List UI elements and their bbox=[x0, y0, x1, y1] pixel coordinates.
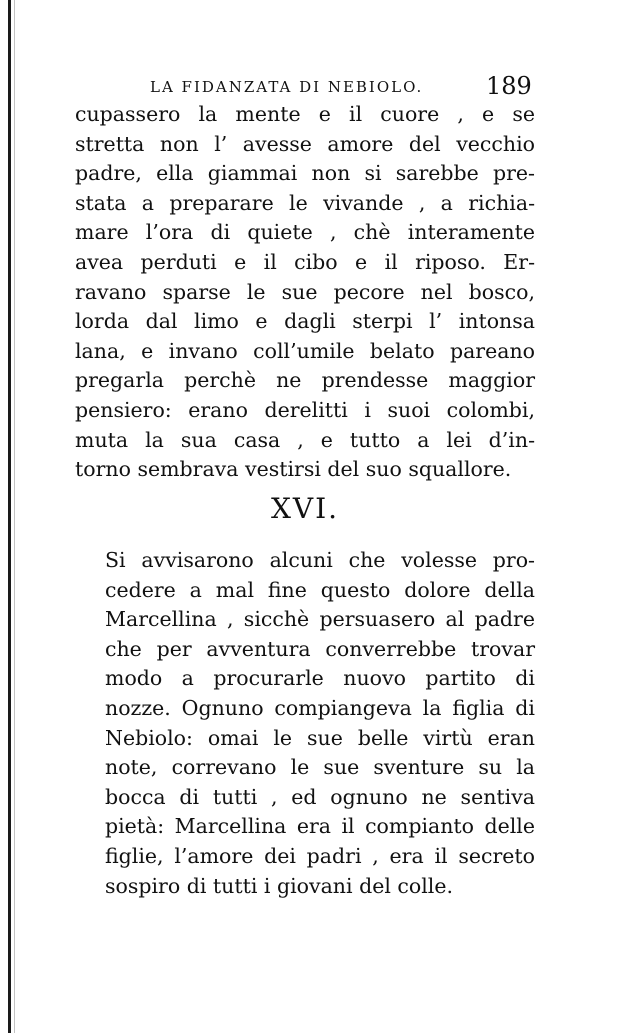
text-line: nozze. Ognuno compiangeva la figlia di bbox=[105, 695, 535, 720]
text-line: pensiero: erano derelitti i suoi colombi, bbox=[75, 397, 535, 422]
page-number: 189 bbox=[486, 72, 532, 100]
text-line: sospiro di tutti i giovani del colle. bbox=[105, 873, 453, 898]
text-line: figlie, l’amore dei padri , era il secreto bbox=[105, 843, 535, 868]
text-line: Nebiolo: omai le sue belle virtù eran bbox=[105, 725, 535, 750]
text-line: bocca di tutti , ed ognuno ne sentiva bbox=[105, 784, 535, 809]
text-line: lana, e invano coll’umile belato pareano bbox=[75, 338, 535, 363]
text-line: pietà: Marcellina era il compianto delle bbox=[105, 814, 535, 839]
text-line: cupassero la mente e il cuore , e se bbox=[75, 102, 535, 126]
text-line: note, correvano le sue sventure su la bbox=[105, 755, 535, 780]
text-line: cedere a mal fine questo dolore della bbox=[105, 577, 535, 602]
paragraph bbox=[75, 546, 535, 901]
text-line: Si avvisarono alcuni che volesse pro- bbox=[105, 548, 535, 572]
text-line: lorda dal limo e dagli sterpi l’ intonsa bbox=[75, 309, 535, 334]
text-line: ravano sparse le sue pecore nel bosco, bbox=[75, 279, 535, 304]
text-line: modo a procurarle nuovo partito di bbox=[105, 666, 535, 691]
chapter-heading: XVI. bbox=[270, 492, 340, 525]
text-line: muta la sua casa , e tutto a lei d’in- bbox=[75, 427, 535, 452]
text-line: stretta non l’ avesse amore del vecchio bbox=[75, 131, 535, 156]
text-line: Marcellina , sicchè persuasero al padre bbox=[105, 607, 535, 632]
text-line: che per avventura converrebbe trovar bbox=[105, 636, 535, 661]
paragraph-continued bbox=[75, 100, 535, 485]
text-line: pregarla perchè ne prendesse maggior bbox=[75, 368, 535, 393]
text-line: mare l’ora di quiete , chè interamente bbox=[75, 220, 535, 245]
running-head-title: LA FIDANZATA DI NEBIOLO. bbox=[150, 78, 424, 96]
text-line: torno sembrava vestirsi del suo squallore. bbox=[75, 457, 512, 482]
text-line: avea perduti e il cibo e il riposo. Er- bbox=[75, 249, 535, 274]
running-head bbox=[150, 72, 550, 102]
text-line: stata a preparare le vivande , a richia- bbox=[75, 190, 535, 215]
text-line: padre, ella giammai non si sarebbe pre- bbox=[75, 161, 535, 186]
